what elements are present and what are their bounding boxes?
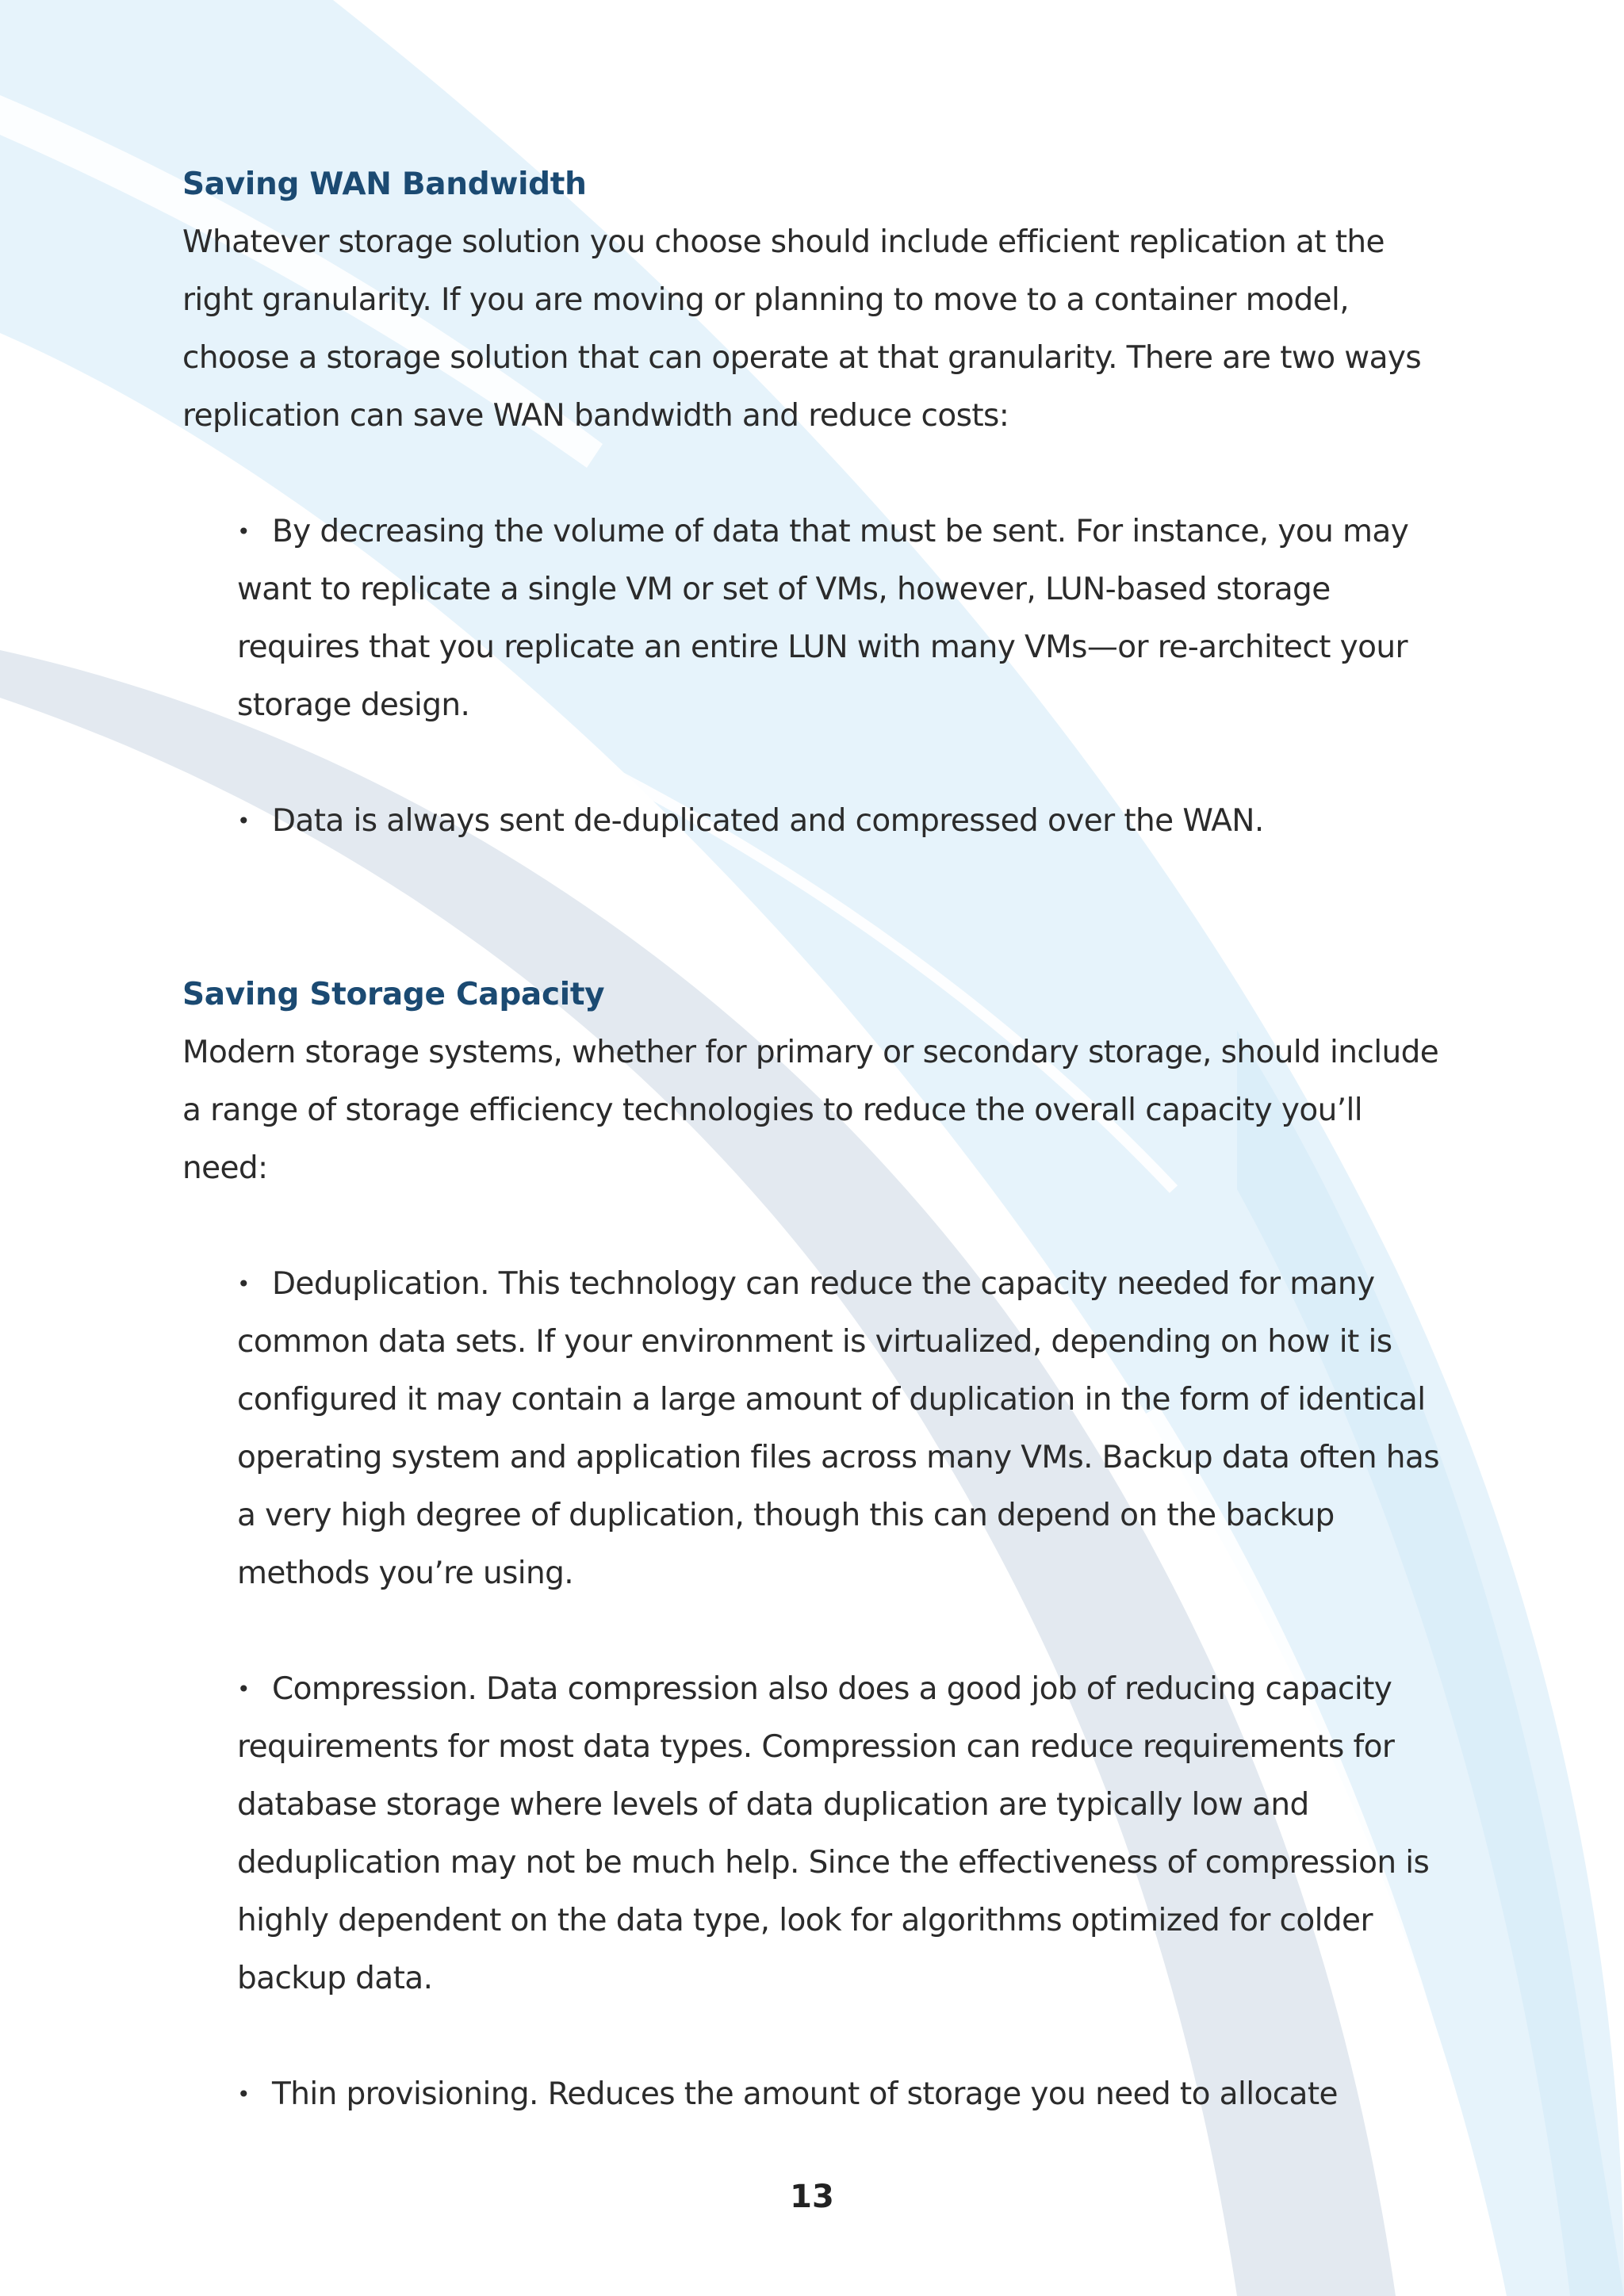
section-spacer <box>182 908 1451 966</box>
bullet-icon: • <box>237 808 250 834</box>
bullet-icon: • <box>237 519 250 545</box>
bullet-list-storage-capacity <box>182 1255 1451 2123</box>
bullet-text: Thin provisioning. Reduces the amount of storage you need to allocate <box>272 2076 1338 2112</box>
list-item <box>237 2065 1451 2123</box>
bullet-text: By decreasing the volume of data that must be sent. For instance, you may want to replicate a single VM or set of VMs, however, LUN-based storage requires that you replicate an entire LUN with many VMs—or re-architect your storage design. <box>237 514 1409 723</box>
list-item <box>237 1660 1451 2007</box>
list-item <box>237 503 1451 734</box>
bullet-icon: • <box>237 1676 250 1702</box>
bullet-text: Data is always sent de-duplicated and compressed over the WAN. <box>272 803 1264 839</box>
bullet-list-wan-bandwidth <box>182 503 1451 850</box>
bullet-icon: • <box>237 2081 250 2107</box>
bullet-text: Compression. Data compression also does a good job of reducing capacity requirements for most data types. Compression can reduce requirements for database storage where levels of data duplication are typically low and deduplication may not be much help. Since the effectiveness of compression is highly dependent on the data type, look for algorithms optimized for colder backup data. <box>237 1671 1430 1996</box>
section-heading-storage-capacity: Saving Storage Capacity <box>182 977 605 1012</box>
section-paragraph-wan-bandwidth: Whatever storage solution you choose should include efficient replication at the right granularity. If you are moving or planning to move to a container model, choose a storage solution that can operate at that granularity. There are two ways replication can save WAN bandwidth and reduce costs: <box>182 224 1422 434</box>
page-number: 13 <box>790 2179 834 2215</box>
section-paragraph-storage-capacity: Modern storage systems, whether for primary or secondary storage, should include a range of storage efficiency technologies to reduce the overall capacity you’ll need: <box>182 1035 1439 1186</box>
bullet-icon: • <box>237 1271 250 1297</box>
section-heading-wan-bandwidth: Saving WAN Bandwidth <box>182 166 587 202</box>
bullet-text: Deduplication. This technology can reduce the capacity needed for many common data sets. If your environment is virtualized, depending on how it is configured it may contain a large amount of duplication in the form of identical operating system and application files across many VMs. Backup data often has a very high degree of duplication, though this can depend on the backup methods you’re using. <box>237 1266 1439 1591</box>
list-item <box>237 792 1451 850</box>
document-body <box>182 155 1451 2181</box>
list-item <box>237 1255 1451 1602</box>
